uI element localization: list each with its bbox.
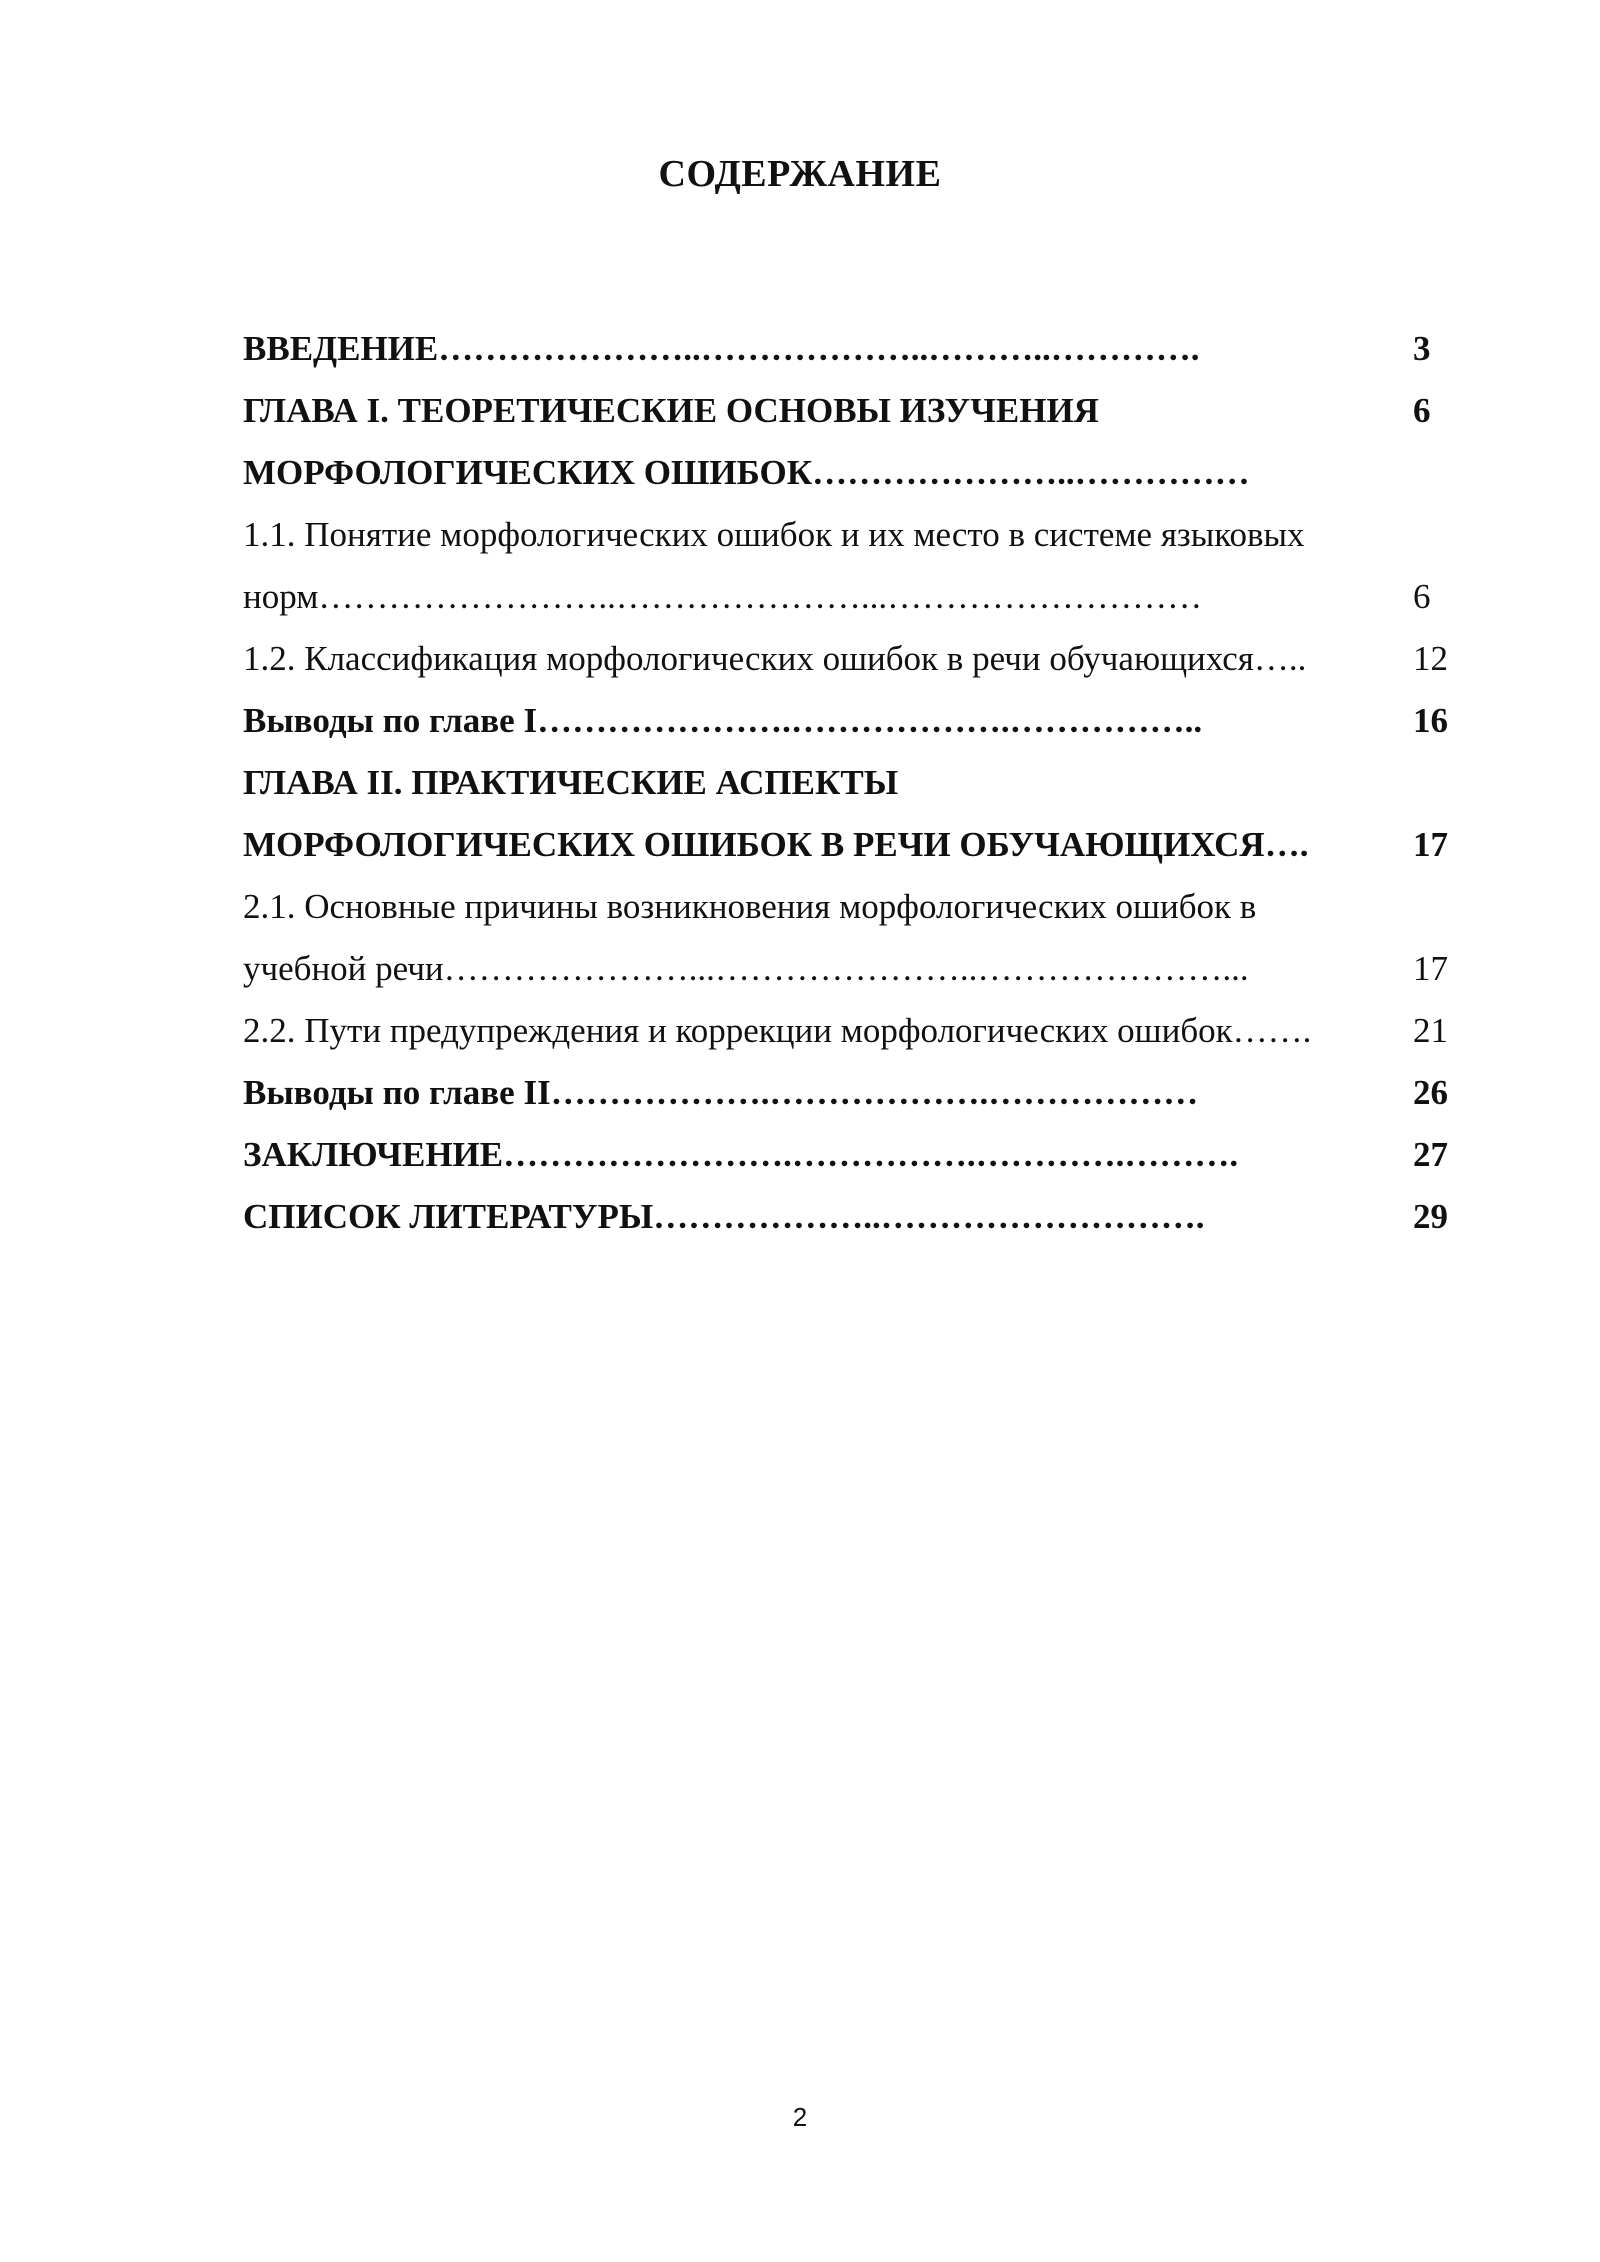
- toc-entry-text: 1.2. Классификация морфологических ошибок в речи обучающихся…..: [243, 639, 1307, 678]
- toc-entry-section-2-2[interactable]: [243, 1000, 1473, 1062]
- toc-entry-references[interactable]: [243, 1186, 1473, 1248]
- toc-entry-conclusions-2[interactable]: [243, 1062, 1473, 1124]
- toc-entry-section-1-1[interactable]: [243, 504, 1473, 566]
- toc-entry-text: норм……………………..…………………...………………………: [243, 577, 1203, 616]
- toc-entry-page: 3: [1413, 329, 1431, 368]
- toc-entry-text: Выводы по главе II……………….……………….………………: [243, 1073, 1199, 1112]
- toc-entry-text: ГЛАВА I. ТЕОРЕТИЧЕСКИЕ ОСНОВЫ ИЗУЧЕНИЯ: [243, 391, 1099, 430]
- toc-entry-text: 2.1. Основные причины возникновения морфологических ошибок в: [243, 887, 1257, 926]
- toc-entry-section-1-2[interactable]: [243, 628, 1473, 690]
- table-of-contents: [243, 318, 1473, 1248]
- toc-entry-section-1-1-continued[interactable]: [243, 566, 1473, 628]
- toc-entry-page: 29: [1413, 1197, 1448, 1236]
- toc-entry-page: 6: [1413, 391, 1431, 430]
- toc-entry-page: 16: [1413, 701, 1448, 740]
- toc-entry-text: ЗАКЛЮЧЕНИЕ…………………….…………….………….……….: [243, 1135, 1239, 1174]
- toc-entry-text: СПИСОК ЛИТЕРАТУРЫ………………..……………………….: [243, 1197, 1205, 1236]
- toc-entry-page: 17: [1413, 825, 1448, 864]
- toc-entry-text: 1.1. Понятие морфологических ошибок и их место в системе языковых: [243, 515, 1305, 554]
- page-title: СОДЕРЖАНИЕ: [658, 153, 942, 195]
- toc-entry-page: 12: [1413, 639, 1448, 678]
- toc-entry-section-2-1[interactable]: [243, 876, 1473, 938]
- toc-entry-text: Выводы по главе I………………….……………….……………..: [243, 701, 1203, 740]
- toc-entry-page: 26: [1413, 1073, 1448, 1112]
- toc-entry-conclusions-1[interactable]: [243, 690, 1473, 752]
- toc-entry-section-2-1-continued[interactable]: [243, 938, 1473, 1000]
- toc-entry-chapter-1-continued[interactable]: [243, 442, 1473, 504]
- toc-entry-text: ВВЕДЕНИЕ…………………..………………..………..………….: [243, 329, 1200, 368]
- toc-entry-chapter-2-continued[interactable]: [243, 814, 1473, 876]
- toc-entry-text: учебной речи…………………...…………………..…………………...: [243, 949, 1249, 988]
- toc-entry-page: 17: [1413, 949, 1448, 988]
- toc-entry-page: 6: [1413, 577, 1431, 616]
- page-number: 2: [792, 2102, 808, 2132]
- toc-entry-chapter-2[interactable]: [243, 752, 1473, 814]
- toc-entry-text: ГЛАВА II. ПРАКТИЧЕСКИЕ АСПЕКТЫ: [243, 763, 899, 802]
- toc-entry-text: МОРФОЛОГИЧЕСКИХ ОШИБОК…………………..……………: [243, 453, 1250, 492]
- toc-entry-text: 2.2. Пути предупреждения и коррекции морфологических ошибок…….: [243, 1011, 1312, 1050]
- toc-entry-text: МОРФОЛОГИЧЕСКИХ ОШИБОК В РЕЧИ ОБУЧАЮЩИХСЯ….: [243, 825, 1309, 864]
- toc-entry-introduction[interactable]: [243, 318, 1473, 380]
- toc-entry-page: 21: [1413, 1011, 1448, 1050]
- toc-entry-page: 27: [1413, 1135, 1448, 1174]
- toc-entry-conclusion[interactable]: [243, 1124, 1473, 1186]
- toc-entry-chapter-1[interactable]: [243, 380, 1473, 442]
